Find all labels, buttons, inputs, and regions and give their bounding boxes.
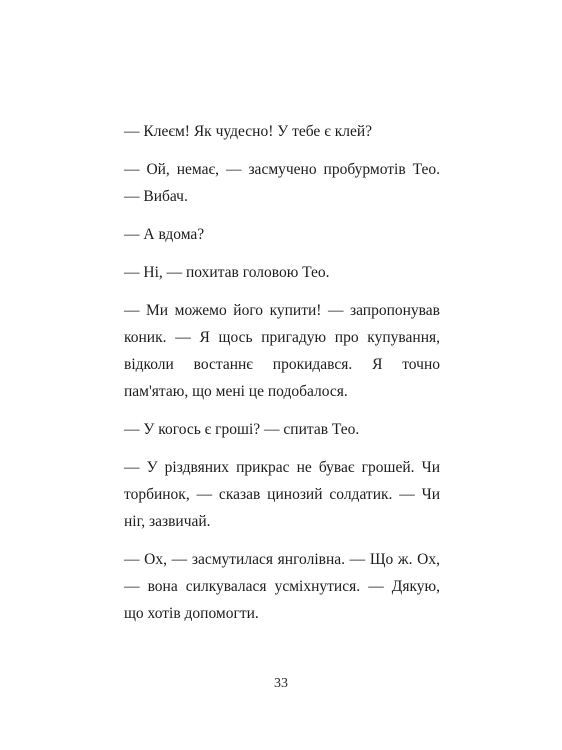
paragraph-6: — У когось є гроші? — спитав Тео. bbox=[124, 421, 360, 438]
paragraph-2: — Ой, немає, — засмучено пробурмотів Тео. — Вибач. bbox=[124, 161, 440, 205]
paragraph-4: — Ні, — похитав головою Тео. bbox=[124, 264, 330, 281]
paragraph-7: — У різдвяних прикрас не буває грошей. Чи торбинок, — сказав цинозий солдатик. — Чи ніг, зазвичай. bbox=[124, 459, 440, 530]
page-body-text bbox=[124, 118, 440, 627]
paragraph-5: — Ми можемо його купити! — запропонував коник. — Я щось пригадую про купування, відколи востаннє прокидався. Я точно пам'ятаю, що мені це подобалося. bbox=[124, 302, 440, 400]
paragraph-3: — А вдома? bbox=[124, 226, 205, 243]
paragraph-1: — Клеєм! Як чудесно! У тебе є клей? bbox=[124, 123, 373, 140]
paragraph-8: — Ох, — засмутилася янголівна. — Що ж. Ох, — вона силкувалася усміхнутися. — Дякую, що хотів допомогти. bbox=[124, 551, 440, 622]
page-number: 33 bbox=[274, 676, 288, 691]
